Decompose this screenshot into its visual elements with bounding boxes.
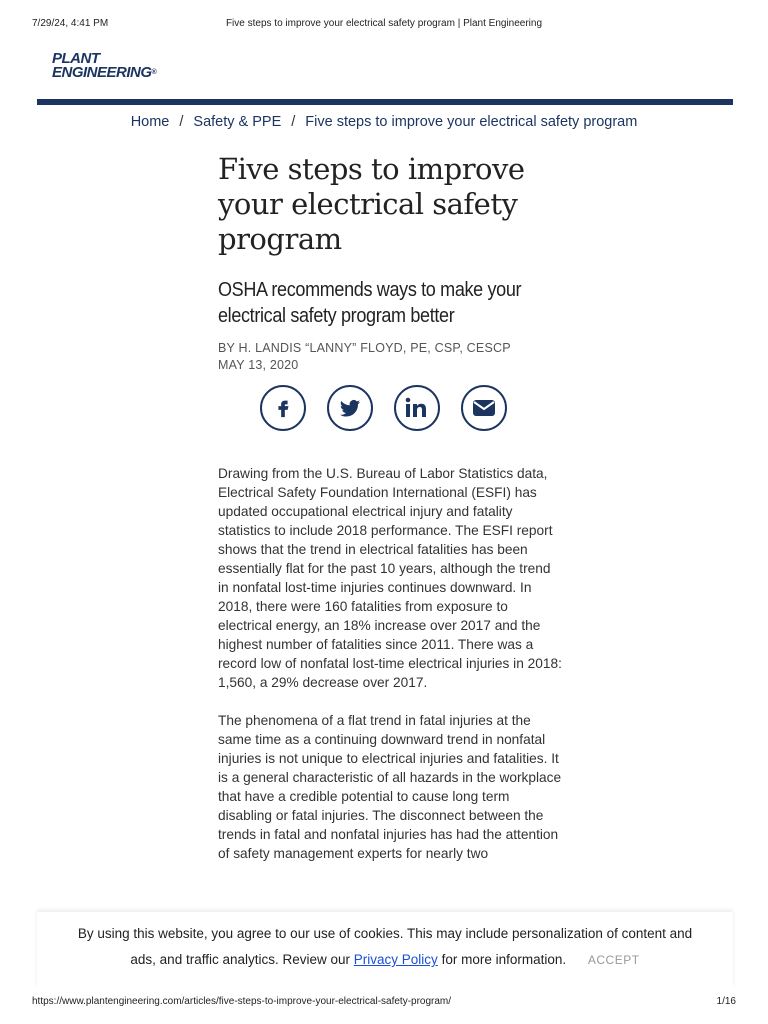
article-headline: Five steps to improve your electrical safety program [218, 152, 525, 256]
cookie-text-after-link: for more information. [441, 952, 567, 967]
breadcrumb-separator: / [291, 114, 296, 130]
print-footer [32, 996, 736, 1010]
author: BY H. LANDIS “LANNY” FLOYD, PE, CSP, CESCP [218, 341, 511, 355]
article-paragraph: The phenomena of a flat trend in fatal injuries at the same time as a continuing downward trend in nonfatal injuries is not unique to electrical injuries and fatalities. It is a general characteristic of all hazards in the workplace that have a credible potential to cause long term disabling or fatal injuries. The disconnect between the trends in fatal and nonfatal injuries has had the attention of safety management experts for nearly two [218, 713, 562, 861]
cookie-text-line1: By using this website, you agree to our use of cookies. This may include personalization of content and [77, 926, 693, 941]
logo-line1: PLANT [52, 50, 100, 67]
logo-line2: ENGINEERING [52, 64, 152, 81]
breadcrumb-safety-ppe[interactable]: Safety & PPE [193, 114, 282, 130]
cookie-banner [37, 912, 733, 988]
article-body [218, 464, 563, 882]
article-subhead: OSHA recommends ways to make your electrical safety program better [218, 278, 522, 327]
twitter-icon [338, 397, 362, 419]
accept-cookies-button[interactable]: ACCEPT [587, 953, 640, 967]
cookie-text-line2 [37, 952, 733, 967]
print-header [32, 18, 736, 32]
print-url: https://www.plantengineering.com/articles/five-steps-to-improve-your-electrical-safety-program/ [32, 996, 452, 1007]
privacy-policy-link[interactable]: Privacy Policy [353, 952, 438, 967]
breadcrumb-current[interactable]: Five steps to improve your electrical safety program [305, 114, 638, 130]
article-header [218, 152, 558, 374]
cookie-text-before-link: ads, and traffic analytics. Review our [130, 952, 351, 967]
facebook-share-button[interactable] [260, 385, 306, 431]
print-datetime: 7/29/24, 4:41 PM [32, 18, 109, 29]
twitter-share-button[interactable] [327, 385, 373, 431]
share-buttons [258, 385, 518, 435]
breadcrumb-separator: / [179, 114, 184, 130]
print-page-title: Five steps to improve your electrical safety program | Plant Engineering [225, 18, 543, 29]
breadcrumb [0, 114, 768, 130]
linkedin-share-button[interactable] [394, 385, 440, 431]
email-share-button[interactable] [461, 385, 507, 431]
publish-date: MAY 13, 2020 [218, 358, 299, 372]
print-page-number: 1/16 [716, 996, 736, 1007]
breadcrumb-home[interactable]: Home [130, 114, 170, 130]
linkedin-icon [404, 397, 430, 419]
email-icon [472, 399, 496, 417]
article-paragraph: Drawing from the U.S. Bureau of Labor Statistics data, Electrical Safety Foundation International (ESFI) has updated occupational electrical injury and fatality statistics to include 2018 performance. The ESFI report shows that the trend in electrical fatalities has been essentially flat for the past 10 years, although the trend in nonfatal lost-time injuries continues downward. In 2018, there were 160 fatalities from exposure to electrical energy, an 18% increase over 2017 and the highest number of fatalities since 2011. There was a record low of nonfatal lost-time electrical injuries in 2018: 1,560, a 29% decrease over 2017. [218, 466, 562, 690]
header-bar [37, 99, 733, 105]
site-logo[interactable] [52, 50, 157, 86]
logo-registered-mark: ® [151, 69, 157, 76]
facebook-icon [272, 397, 294, 419]
byline [218, 340, 558, 374]
